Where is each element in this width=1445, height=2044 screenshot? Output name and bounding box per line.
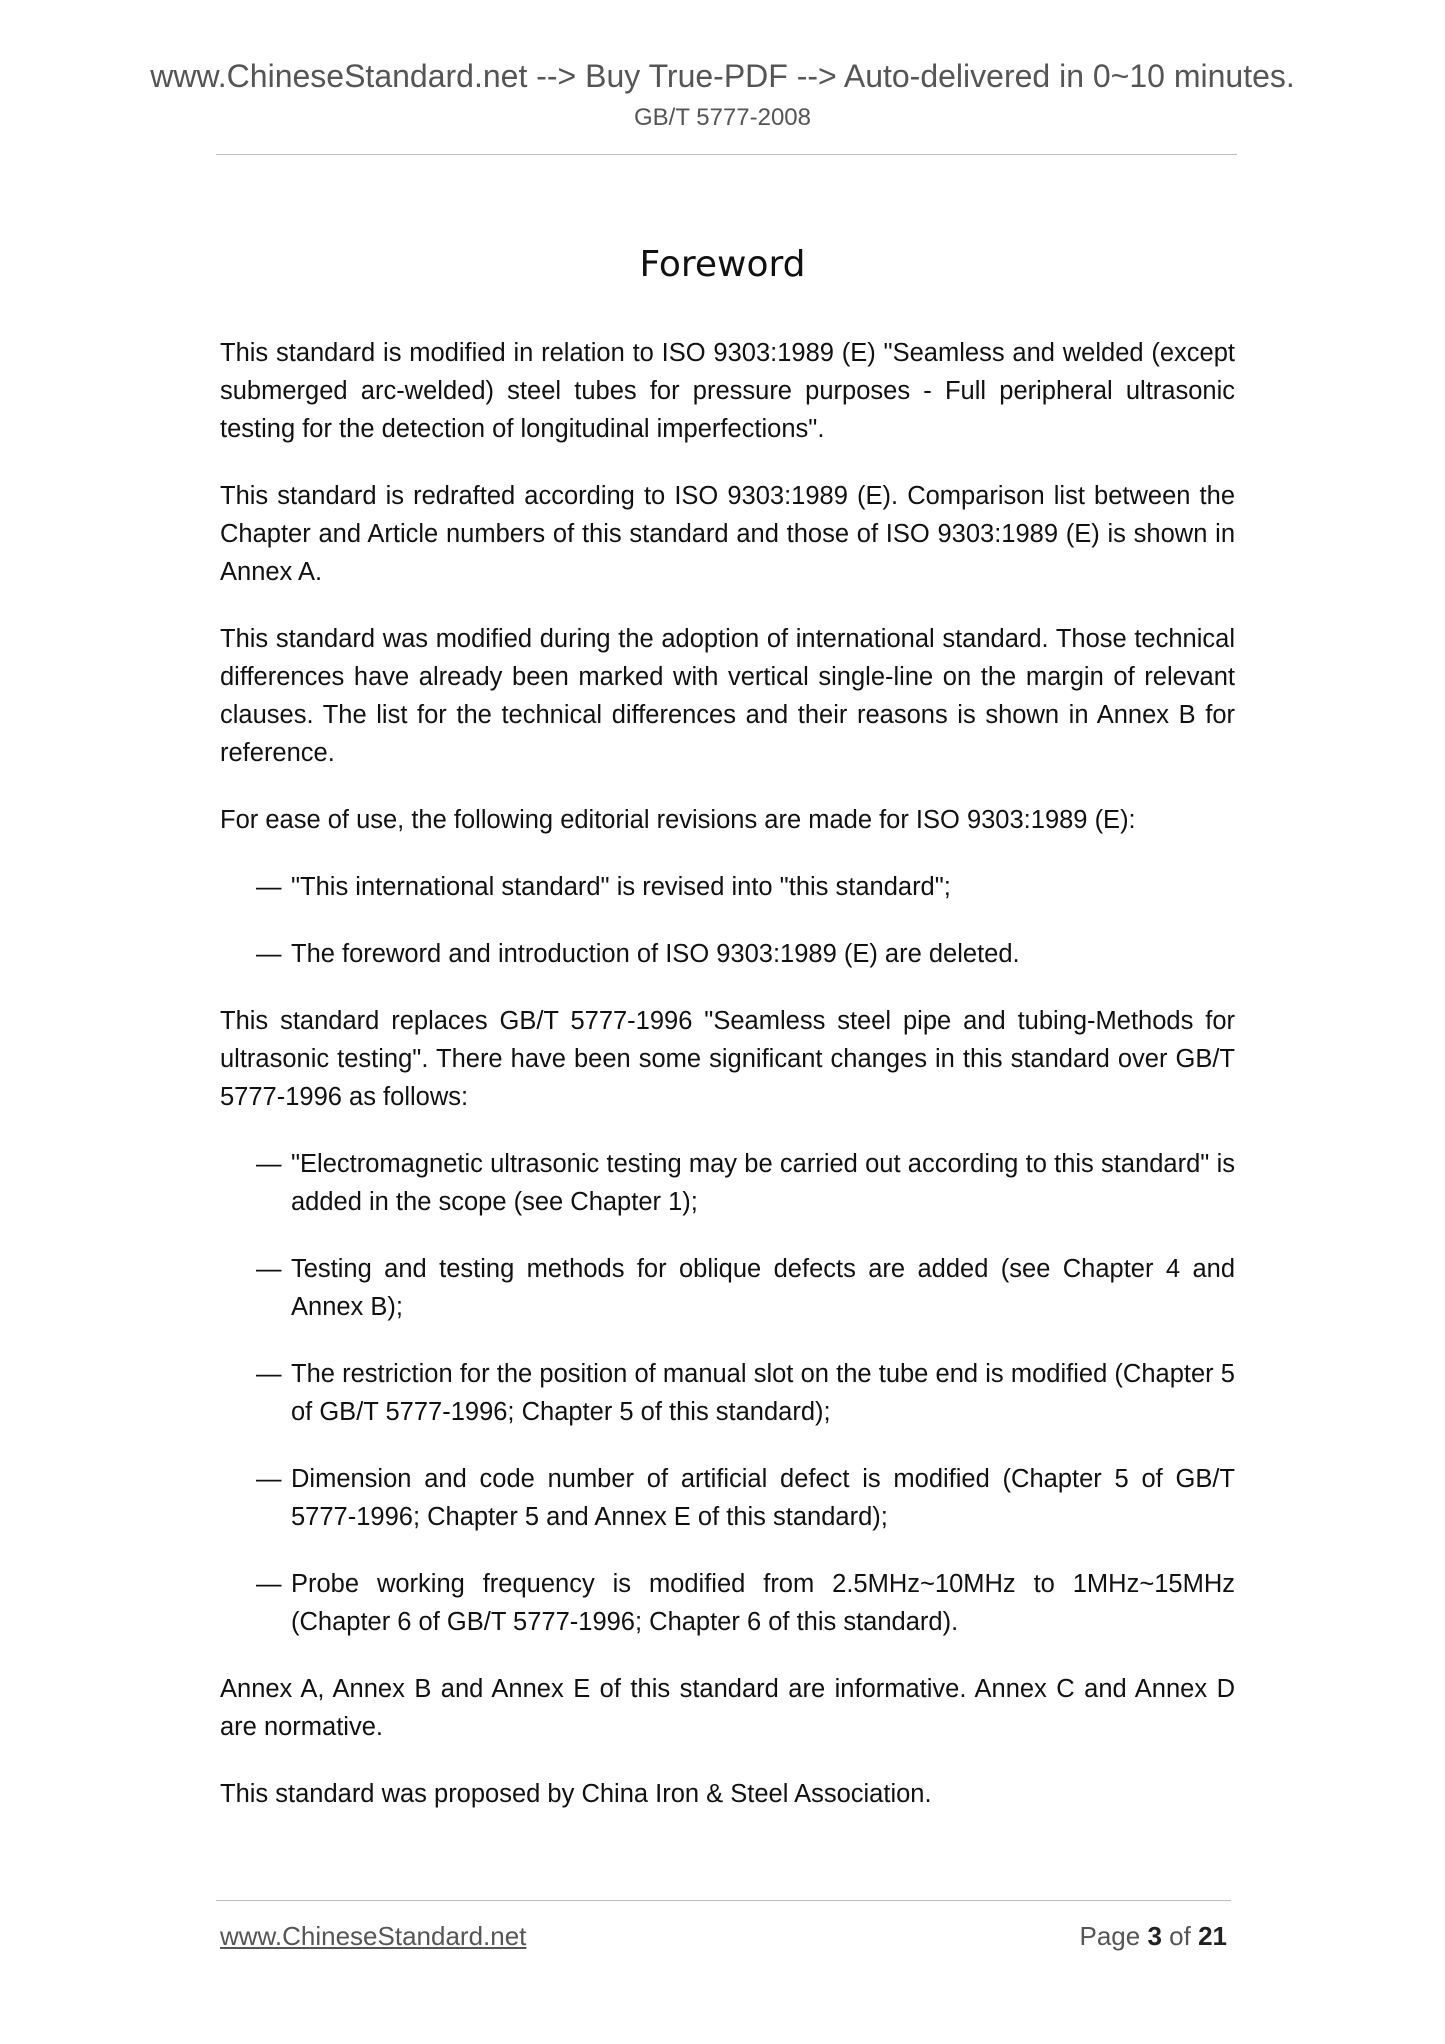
paragraph: This standard replaces GB/T 5777-1996 "Seamless steel pipe and tubing-Methods for ultrasonic testing". There have been some significant changes in this standard over GB/T 5777-1996 as follows: — [220, 1007, 1235, 1111]
list-item-text: Dimension and code number of artificial defect is modified (Chapter 5 of GB/T 5777-1996; Chapter 5 and Annex E of this standard); — [291, 1465, 1235, 1531]
list-item — [220, 1145, 1235, 1221]
page-current: 3 — [1147, 1921, 1162, 1951]
footer-website-link[interactable]: www.ChineseStandard.net — [220, 1921, 527, 1951]
paragraph: For ease of use, the following editorial revisions are made for ISO 9303:1989 (E): — [220, 806, 1136, 834]
list-dash: — — [256, 873, 282, 901]
paragraph: This standard is modified in relation to ISO 9303:1989 (E) "Seamless and welded (except submerged arc-welded) steel tubes for pressure purposes - Full peripheral ultrasonic testing for the detection of longitudinal imperfections". — [220, 339, 1235, 443]
header-banner: www.ChineseStandard.net --> Buy True-PDF --> Auto-delivered in 0~10 minutes. — [150, 58, 1295, 94]
page-number — [1079, 1921, 1227, 1952]
list-item — [220, 868, 1235, 906]
paragraph: This standard was modified during the adoption of international standard. Those technical differences have already been marked with vertical single-line on the margin of relevant clauses. The list for the technical differences and their reasons is shown in Annex B for reference. — [220, 625, 1235, 767]
page-label: Page — [1079, 1921, 1141, 1951]
list-item-text: Testing and testing methods for oblique defects are added (see Chapter 4 and Annex B); — [291, 1255, 1235, 1321]
list-item-text: The foreword and introduction of ISO 9303:1989 (E) are deleted. — [291, 940, 1020, 968]
header-divider — [216, 154, 1237, 155]
list-item-text: Probe working frequency is modified from 2.5MHz~10MHz to 1MHz~15MHz (Chapter 6 of GB/T 5777-1996; Chapter 6 of this standard). — [291, 1570, 1235, 1636]
list-item — [220, 1565, 1235, 1641]
list-item-text: "This international standard" is revised into "this standard"; — [291, 873, 951, 901]
page-title: Foreword — [639, 244, 806, 285]
list-dash: — — [256, 1255, 282, 1283]
list-item — [220, 1250, 1235, 1326]
list-dash: — — [256, 940, 282, 968]
list-item-text: The restriction for the position of manual slot on the tube end is modified (Chapter 5 of GB/T 5777-1996; Chapter 5 of this standard); — [291, 1360, 1235, 1426]
list-dash: — — [256, 1570, 282, 1598]
page-total: 21 — [1198, 1921, 1227, 1951]
list-item — [220, 1460, 1235, 1536]
list-dash: — — [256, 1465, 282, 1493]
list-dash: — — [256, 1150, 282, 1178]
list-item-text: "Electromagnetic ultrasonic testing may be carried out according to this standard" is added in the scope (see Chapter 1); — [291, 1150, 1235, 1216]
list-dash: — — [256, 1360, 282, 1388]
standard-code: GB/T 5777-2008 — [633, 104, 811, 131]
foreword-body — [220, 334, 1235, 1842]
footer-divider — [216, 1900, 1231, 1901]
page-of-label: of — [1169, 1921, 1191, 1951]
list-item — [220, 1355, 1235, 1431]
paragraph: This standard is redrafted according to ISO 9303:1989 (E). Comparison list between the Chapter and Article numbers of this standard and those of ISO 9303:1989 (E) is shown in Annex A. — [220, 482, 1235, 586]
list-item — [220, 935, 1235, 973]
paragraph: Annex A, Annex B and Annex E of this standard are informative. Annex C and Annex D are normative. — [220, 1675, 1235, 1741]
paragraph: This standard was proposed by China Iron & Steel Association. — [220, 1780, 932, 1808]
